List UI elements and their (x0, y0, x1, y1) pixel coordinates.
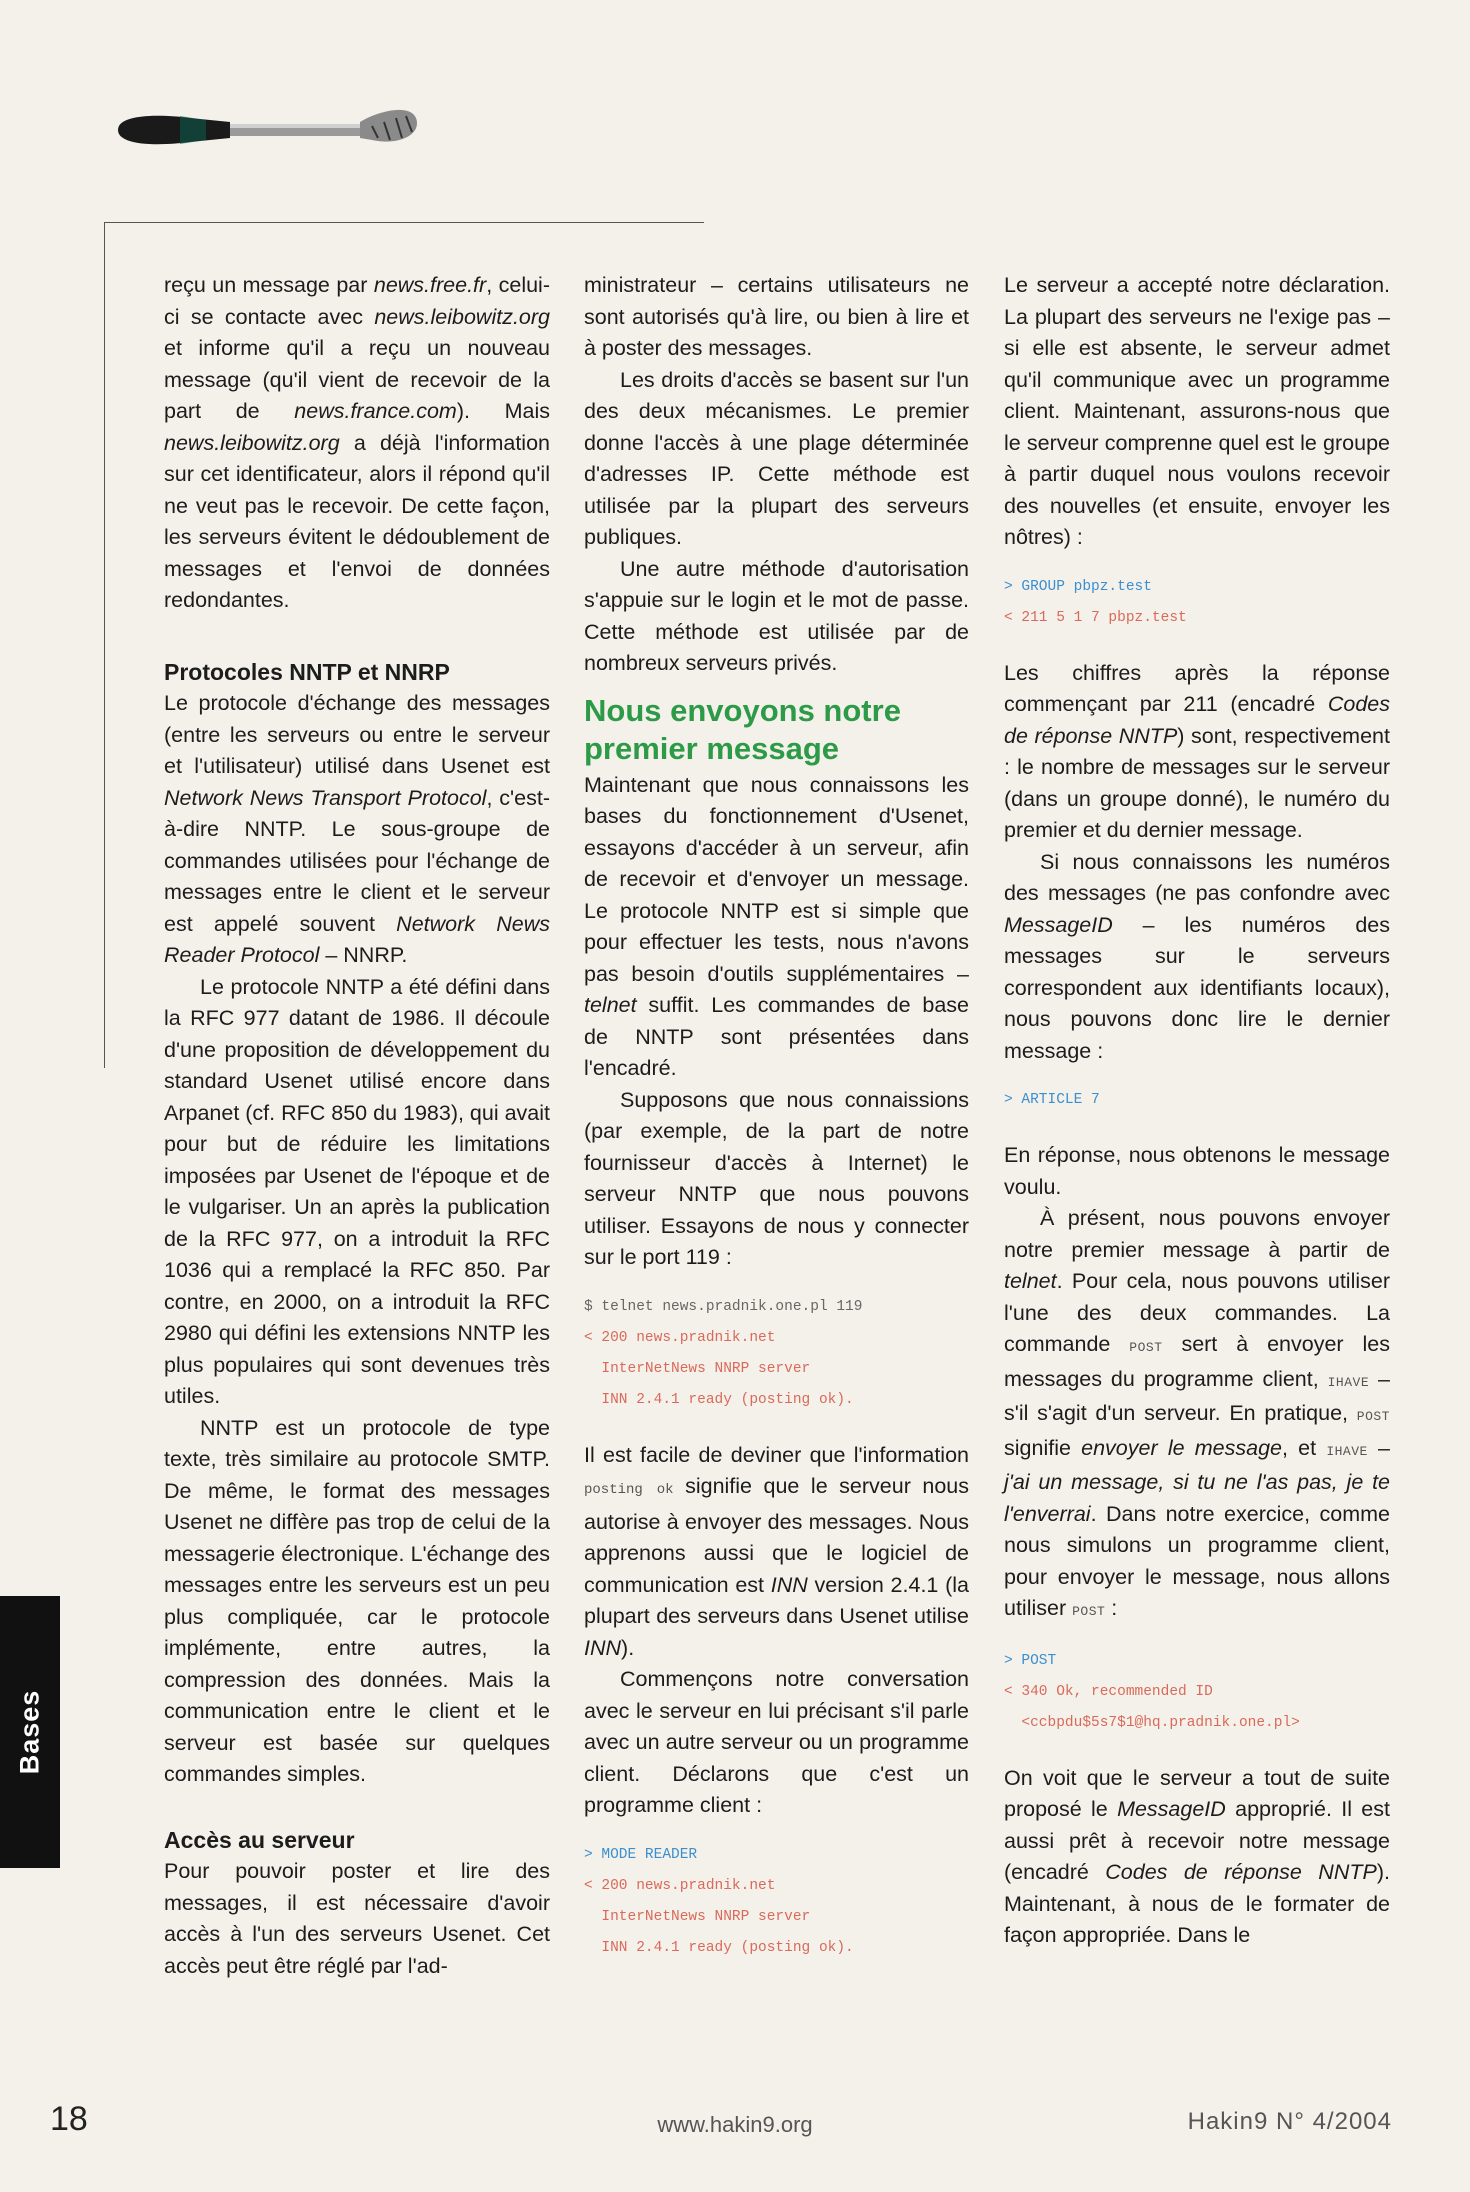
code-line: < 340 Ok, recommended ID (1004, 1683, 1213, 1700)
paragraph: Si nous connaissons les numéros des messages (ne pas confondre avec MessageID – les numéros des messages sur le serveurs correspondent aux identifiants locaux), nous pouvons donc lire le dernier message : (1004, 849, 1390, 1063)
code-line: > ARTICLE 7 (1004, 1092, 1100, 1108)
code-line: InterNetNews NNRP server (584, 1908, 811, 1925)
paragraph: reçu un message par news.free.fr, celui-ci se contacte avec news.leibowitz.org et informe qu'il a reçu un nouveau message (qu'il vient de recevoir de la part de news.france.com). Mais news.leibowitz.org a déjà l'information sur cet identificateur, alors il répond qu'il ne veut pas le recevoir. De cette façon, les serveurs évitent le dédoublement de messages et l'envoi de données redondantes. (164, 273, 550, 612)
footer-url: www.hakin9.org (657, 2112, 813, 2137)
page-footer (0, 2100, 1470, 2160)
column-3 (1004, 270, 1390, 1952)
paragraph: Supposons que nous connaissions (par exemple, de la part de notre fournisseur d'accès à Internet) le serveur NNTP que nous pouvons utiliser. Essayons de nous y connecter sur le port 119 : (584, 1087, 969, 1269)
code-line: < 200 news.pradnik.net (584, 1877, 776, 1894)
subheading-acces-serveur: Accès au serveur (164, 1826, 355, 1853)
code-line: INN 2.4.1 ready (posting ok). (584, 1391, 854, 1408)
code-line: < 211 5 1 7 pbpz.test (1004, 609, 1187, 626)
paragraph: ministrateur – certains utilisateurs ne sont autorisés qu'à lire, ou bien à lire et à poster des messages. (584, 273, 969, 360)
code-block-article (1004, 1085, 1390, 1116)
code-line: <ccbpdu$5s7$1@hq.pradnik.one.pl> (1004, 1714, 1300, 1731)
page-number: 18 (50, 2100, 88, 2138)
paragraph: Une autre méthode d'autorisation s'appuie sur le login et le mot de passe. Cette méthode est utilisée par de nombreux serveurs privés. (584, 556, 969, 675)
code-line: > POST (1004, 1652, 1057, 1669)
left-rule (104, 222, 105, 1068)
paragraph: Le protocole NNTP a été défini dans la RFC 977 datant de 1986. Il découle d'une proposition de développement du standard Usenet utilisé encore dans Arpanet (cf. RFC 850 du 1983), qui avait pour but de réduire les limitations imposées par Usenet de l'époque et de le vulgariser. Un an après la publication de la RFC 977, on a introduit la RFC 1036 qui a remplacé la RFC 850. Par contre, en 2000, on a introduit la RFC 2980 qui défini les extensions NNTP les plus populaires qui sont devenues très utiles. (164, 974, 551, 1408)
paragraph: À présent, nous pouvons envoyer notre premier message à partir de telnet. Pour cela, nous pouvons utiliser l'une des deux commandes. La commande POST sert à envoyer les messages du programme client, IHAVE – s'il s'agit d'un serveur. En pratique, POST signifie envoyer le message, et IHAVE – j'ai un message, si tu ne l'as pas, je te l'enverrai. Dans notre exercice, comme nous simulons un programme client, pour envoyer le message, nous allons utiliser POST : (1004, 1206, 1391, 1620)
magazine-issue: Hakin9 N° 4/2004 (1187, 2108, 1392, 2135)
screwdriver-logo-icon (110, 100, 430, 160)
section-tab-label: Bases (14, 1689, 45, 1775)
paragraph: Il est facile de deviner que l'information posting ok signifie que le serveur nous autorise à envoyer des messages. Nous apprenons aussi que le logiciel de communication est INN version 2.4.1 (la plupart des serveurs dans Usenet utilise INN). (584, 1442, 969, 1660)
code-line: > MODE READER (584, 1846, 698, 1863)
code-block-post (1004, 1646, 1390, 1739)
paragraph: Le serveur a accepté notre déclaration. La plupart des serveurs ne l'exige pas – si elle est absente, le serveur admet qu'il communique avec un programme client. Maintenant, assurons-nous que le serveur comprenne quel est le groupe à partir duquel nous voulons recevoir des nouvelles (et ensuite, envoyer les nôtres) : (1004, 273, 1390, 549)
paragraph: Pour pouvoir poster et lire des messages, il est nécessaire d'avoir accès à l'un des serveurs Usenet. Cet accès peut être réglé par l'ad- (164, 1859, 550, 1978)
section-heading: Nous envoyons notre premier message (584, 692, 901, 766)
subheading-nntp-nnrp: Protocoles NNTP et NNRP (164, 658, 450, 685)
section-tab (0, 1596, 60, 1868)
column-1 (164, 270, 550, 1982)
paragraph: En réponse, nous obtenons le message voulu. (1004, 1143, 1390, 1199)
paragraph: NNTP est un protocole de type texte, très similaire au protocole SMTP. De même, le format des messages Usenet ne diffère pas trop de celui de la messagerie électronique. L'échange des messages entre les serveurs est un peu plus compliquée, car le protocole implémente, entre autres, la compression des données. Mais la communication entre le client et le serveur est basée sur quelques commandes simples. (164, 1415, 550, 1786)
paragraph: Les droits d'accès se basent sur l'un des deux mécanismes. Le premier donne l'accès à une plage déterminée d'adresses IP. Cette méthode est utilisée par la plupart des serveurs publiques. (584, 367, 969, 549)
code-line: > GROUP pbpz.test (1004, 578, 1152, 595)
code-line: < 200 news.pradnik.net (584, 1329, 776, 1346)
code-block-group (1004, 572, 1390, 634)
code-line: $ telnet news.pradnik.one.pl 119 (584, 1298, 863, 1315)
code-line: INN 2.4.1 ready (posting ok). (584, 1939, 854, 1956)
code-line: InterNetNews NNRP server (584, 1360, 811, 1377)
paragraph: Commençons notre conversation avec le serveur en lui précisant s'il parle avec un autre serveur ou un programme client. Déclarons que c'est un programme client : (584, 1667, 969, 1817)
paragraph: Le protocole d'échange des messages (entre les serveurs ou entre le serveur et l'utilisateur) utilisé dans Usenet est Network News Transport Protocol, c'est-à-dire NNTP. Le sous-groupe de commandes utilisées pour l'échange de messages entre le client et le serveur est appelé souvent Network News Reader Protocol – NNRP. (164, 691, 550, 967)
column-2 (584, 270, 969, 1988)
paragraph: On voit que le serveur a tout de suite proposé le MessageID approprié. Il est aussi prêt à recevoir notre message (encadré Codes de réponse NNTP). Maintenant, à nous de le formater de façon appropriée. Dans le (1004, 1765, 1390, 1947)
code-block-telnet (584, 1292, 969, 1416)
code-block-mode-reader (584, 1840, 969, 1964)
top-rule (104, 222, 704, 223)
paragraph: Maintenant que nous connaissons les bases du fonctionnement d'Usenet, essayons d'accéder à un serveur, afin de recevoir et d'envoyer un message. Le protocole NNTP est si simple que pour effectuer les tests, nous n'avons pas besoin d'outils supplémentaires – telnet suffit. Les commandes de base de NNTP sont présentées dans l'encadré. (584, 772, 969, 1080)
paragraph: Les chiffres après la réponse commençant par 211 (encadré Codes de réponse NNTP) sont, respectivement : le nombre de messages sur le serveur (dans un groupe donné), le numéro du premier et du dernier message. (1004, 660, 1390, 842)
